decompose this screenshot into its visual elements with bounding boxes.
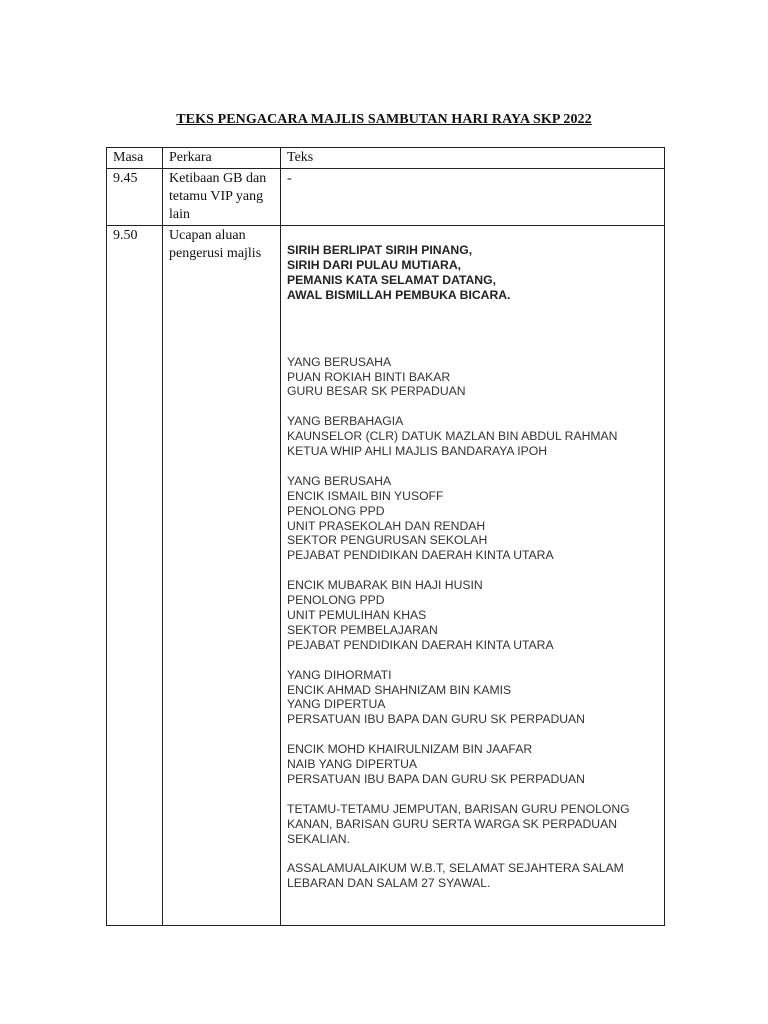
greeting-line: ENCIK AHMAD SHAHNIZAM BIN KAMIS	[287, 682, 512, 697]
greeting-line: PEJABAT PENDIDIKAN DAERAH KINTA UTARA	[287, 637, 554, 652]
table-row	[107, 169, 665, 226]
greeting-line: TETAMU-TETAMU JEMPUTAN, BARISAN GURU PENOLONG	[287, 801, 630, 816]
masa-cell: 9.45	[107, 169, 163, 226]
greeting-block	[287, 474, 658, 563]
table-row	[107, 226, 665, 926]
greeting-blocks	[287, 355, 658, 892]
header-teks: Teks	[281, 148, 665, 169]
greeting-line: NAIB YANG DIPERTUA	[287, 757, 418, 772]
header-masa: Masa	[107, 148, 163, 169]
perkara-line: lain	[169, 207, 190, 222]
greeting-line: PEJABAT PENDIDIKAN DAERAH KINTA UTARA	[287, 548, 554, 563]
greeting-line: PENOLONG PPD	[287, 503, 385, 518]
greeting-block	[287, 578, 658, 653]
greeting-line: ENCIK MUBARAK BIN HAJI HUSIN	[287, 578, 483, 593]
greeting-line: ENCIK ISMAIL BIN YUSOFF	[287, 488, 444, 503]
greeting-line: PENOLONG PPD	[287, 593, 385, 608]
greeting-line: KAUNSELOR (CLR) DATUK MAZLAN BIN ABDUL RAHMAN	[287, 429, 618, 444]
perkara-line: Ucapan aluan	[169, 228, 246, 243]
pantun-line: AWAL BISMILLAH PEMBUKA BICARA.	[287, 287, 511, 302]
greeting-line: PERSATUAN IBU BAPA DAN GURU SK PERPADUAN	[287, 712, 585, 727]
greeting-block	[287, 355, 658, 400]
perkara-line: pengerusi majlis	[169, 246, 262, 261]
speech-text	[287, 227, 658, 891]
greeting-line: KANAN, BARISAN GURU SERTA WARGA SK PERPADUAN	[287, 816, 618, 831]
teks-cell	[281, 226, 665, 926]
pantun-line: SIRIH DARI PULAU MUTIARA,	[287, 257, 462, 272]
greeting-block	[287, 668, 658, 728]
greeting-block	[287, 414, 658, 459]
greeting-line: PERSATUAN IBU BAPA DAN GURU SK PERPADUAN	[287, 771, 585, 786]
greeting-line: SEKTOR PEMBELAJARAN	[287, 622, 438, 637]
table-header-row	[107, 148, 665, 169]
pantun	[287, 243, 658, 303]
greeting-line: YANG BERBAHAGIA	[287, 414, 404, 429]
greeting-line: UNIT PRASEKOLAH DAN RENDAH	[287, 518, 486, 533]
greeting-line: LEBARAN DAN SALAM 27 SYAWAL.	[287, 876, 491, 891]
perkara-line: Ketibaan GB dan	[169, 171, 267, 186]
greeting-line: SEKTOR PENGURUSAN SEKOLAH	[287, 533, 488, 548]
header-perkara: Perkara	[163, 148, 281, 169]
greeting-block	[287, 802, 658, 847]
greeting-line: ENCIK MOHD KHAIRULNIZAM BIN JAAFAR	[287, 742, 533, 757]
greeting-line: YANG BERUSAHA	[287, 473, 392, 488]
greeting-line: GURU BESAR SK PERPADUAN	[287, 384, 466, 399]
perkara-cell	[163, 169, 281, 226]
perkara-line: tetamu VIP yang	[169, 189, 264, 204]
greeting-block	[287, 742, 658, 787]
greeting-line: SEKALIAN.	[287, 831, 350, 846]
pantun-line: SIRIH BERLIPAT SIRIH PINANG,	[287, 243, 473, 257]
greeting-line: YANG BERUSAHA	[287, 354, 392, 369]
perkara-cell	[163, 226, 281, 926]
greeting-line: YANG DIPERTUA	[287, 697, 386, 712]
greeting-line: PUAN ROKIAH BINTI BAKAR	[287, 369, 451, 384]
teks-cell: -	[281, 169, 665, 226]
document-title: TEKS PENGACARA MAJLIS SAMBUTAN HARI RAYA SKP 2022	[176, 112, 592, 127]
greeting-line: UNIT PEMULIHAN KHAS	[287, 607, 427, 622]
greeting-block	[287, 861, 658, 891]
greeting-line: YANG DIHORMATI	[287, 667, 392, 682]
pantun-line: PEMANIS KATA SELAMAT DATANG,	[287, 272, 496, 287]
greeting-line: ASSALAMUALAIKUM W.B.T, SELAMAT SEJAHTERA SALAM	[287, 861, 624, 876]
schedule-table	[106, 147, 665, 926]
masa-cell: 9.50	[107, 226, 163, 926]
greeting-line: KETUA WHIP AHLI MAJLIS BANDARAYA IPOH	[287, 444, 548, 459]
